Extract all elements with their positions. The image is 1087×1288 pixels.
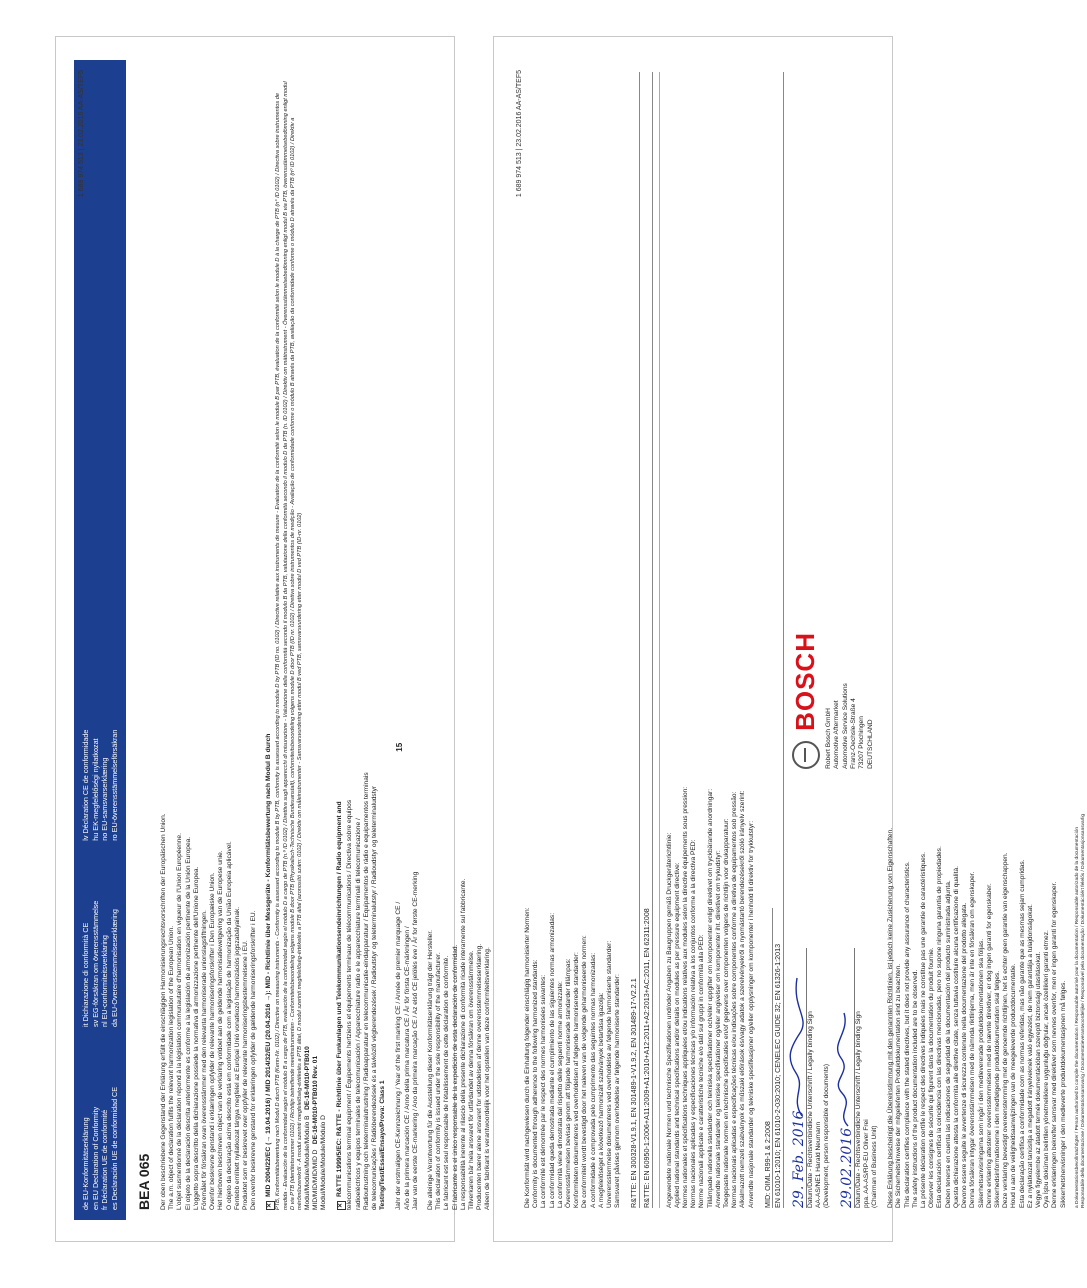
national-line: Normas nacionales aplicadas y especificaciones técnicas y/o información relativa a los conjuntos conforme a la directiva PED: [690,839,698,1208]
mid-module-label: Modul/Module/Module/Módulo D [320,1115,328,1210]
language-line: en EU Declaration of Conformity [90,1106,100,1210]
closing-line: Observer les consignes de sécurité qui figurent dans la documentation du produit fournie. [928,947,936,1208]
bosch-armature-logo-icon [792,741,820,769]
mid-module-b [304,70,312,1210]
document-reference-footer: 1 689 974 513 | 23.02.2016 AA-AS/TEF5 [78,70,85,198]
signature-caption: (Development, person responsible of documents) [823,1063,831,1208]
language-column-2 [81,901,119,1027]
responsibility-line: Producenten bærer alene ansvaret for udstedelsen af denne overensstemmelseserklæring. [476,943,484,1210]
closing-line: Sikkerhetshenvisninger i den medleverte produktdokumentasjonen må følges. [1059,980,1067,1208]
intro-line: Het hierboven beschreven object van de verklaring voldoet aan de geldende harmonisatiewetgeving van de Europese unie. [217,850,225,1210]
signature-line-2 [838,948,855,1208]
closing-line: Ez a nyilatkozat tanúsítja a megadott irányelveknek való egyezést, de nem garantálja a tulajdonságokat. [1026,904,1034,1208]
closing-line: Denne erklæringen bekrefter samsvar med direktiver som nevnes ovenfor, men er ingen garanti for egenskaper. [1051,881,1059,1208]
language-line: ro EU-överensstämmelseförsäkran [109,729,119,841]
company-block [790,632,875,769]
mid-heading-text: MID 2004/22/EC (→ 19.04.2016) / MID 2014/32/EU (20.04.2016 →): MID - Richtlinie über Messgeräte - Konformitätsbewertung nach Modul B durch [265,733,273,1197]
language-line: de EU-Konformitätserklärung [81,1117,90,1210]
closing-line: Denne erklæring attesterer overensstemmelsen med de nævnte direktiver, er dog ingen garanti for egenskaber. [985,883,993,1208]
conformity-line: Conformity is documented through adherence to the following harmonized standards: [532,959,540,1208]
bosch-brand [790,632,821,769]
language-column-3 [81,730,119,841]
address-line: Automotive Service Solutions [841,683,849,769]
closing-line: Säkerhetsanvisningarna som ingår i den medlevererade produktdokumentationen ska följas. [977,938,985,1208]
footnote-line: a Dokumentationsbevollmächtigter / Person authorised to compile the documentation / Responsable autorisé pour la documentation / Responsable autorizado de la documentación [1074,826,1080,1208]
responsibility-line: Le fabricant est seul responsable de l'établissement de cette déclaration de conformité. [443,955,451,1210]
closing-line: This declaration certifies compliance with the stated directives, but it does not provide any assurance of characteristics. [903,861,911,1208]
conformity-line: Konformiteten dokumenteres ved overholdelsen af følgende harmoniserede standarder: [573,952,581,1208]
handwritten-date-1: 29. Feb. 2016 [791,1110,808,1208]
rtte-heading-text: R&TTE 1999/5/EC: R&TTE - Richtlinie über Funkanlagen und Telekommunikationsendeinrichtungen / Radio equipment and [336,801,344,1197]
conformity-line: A conformidade é comprovada pelo cumprimento das seguintes normas harmonizadas: [589,952,597,1208]
checked-checkbox-icon: ✕ [338,1202,345,1209]
closing-line: Houd u aan de veiligheidsaanwijzingen van de meegeleverde productdocumentatie. [1010,963,1018,1208]
closing-line: Vegye figyelembe az átadott termék dokumentációban szereplő biztonsági utasításokat. [1034,951,1042,1208]
national-line: Angewendete nationale Normen und technische Spezifikationen und/oder Angaben zu Baugruppen gemäß Druckgeräterichtlinie: [665,832,673,1208]
rtte-directive-block [336,70,387,1210]
closing-line: Deze verklaring bevestigt overeenstemming met de genoemde richtlijnen, het is echter geen garantie van eigenschappen. [1002,852,1010,1208]
conformity-line: La conformidad queda demostrada mediante el cumplimiento de las siguientes normas armonizadas: [548,912,556,1208]
rtte-line: Testing/Test/Essai/Ensayo/Prova: Class 1 [379,1080,387,1210]
checked-checkbox-icon: ✕ [267,1202,274,1209]
language-line: it Dichiarazione di conformità CE [81,922,90,1027]
declaration-page-left [55,36,492,1242]
signature-caption: (Chairman of Business Unit) [871,1125,879,1208]
footnotes [1075,72,1087,1208]
conformity-line: A megfelelőséget a következő harmonizált szabványok betartása igazolja: [597,992,605,1208]
intro-line: L'objet susmentionné de la déclaration répond à la législation communautaire d'harmonisation en vigueur de l'Union Européenne. [176,833,184,1210]
intro-line: O objeto da declaração acima descrito está em conformidade com a legislação de harmonização da União Europeia aplicável. [225,841,233,1210]
company-address [825,632,875,769]
national-line: Normas nacionais aplicadas e especificações técnicas e/ou indicações sobre componentes conforme a diretiva de equipamentos sob pressão: [731,791,739,1208]
declaration-page-right [493,36,1086,1242]
additional-standard: MID: OIML R99-1 & 2:2008 [763,908,774,1208]
left-body [136,60,525,1220]
language-header-band [74,60,126,1220]
rtte-line: Radioutrustning och teleterminalutrustning / Radioapparatuur en telecommunicatie-eindapparatuur / Equipamentos de rádio e equipamentos terminais [362,772,370,1210]
address-line: Automotive Aftermarket [833,700,841,769]
closing-line: Questa dichiarazione attesta la conformità alle direttive citate, senza tuttavia costituire alcuna certificazione di qualità. [952,866,960,1208]
year-text [395,872,420,1210]
year-line: Año de la primera marcación CE / Anno della prima marcatura CE / År för första CE-märkningen / [403,926,411,1210]
signature-caption: ppa. AA-AS/RP-EU Oliver Frei [862,1119,870,1208]
intro-line: Den ovenfor beskrevne genstand for erklæringen opfylder de gældende harmoniseringsforskrifter i EU. [250,910,258,1210]
rotated-content-left [74,60,492,1220]
signature-caption: AA-AS/NE1 Harald Neumann [815,1121,823,1208]
conformity-line: De conformiteit wordt bevestigd door het naleven van de volgende geharmoniseerde normen: [581,935,589,1208]
intro-line: Föremålet för försäkran ovan överensstämmer med den relevanta harmoniserade unionslagstiftningen. [201,910,209,1210]
language-line: lv Déclaration CE de conformidade [81,729,90,841]
address-line: Franz-Oechsle-Straße 4 [849,698,857,769]
national-line: Applied national standards and technical specifications and/or details on modules as per pressure equipment directive: [673,862,681,1208]
closing-line: Esta declaración certifica la coincidencia con las directivas mencionadas, pero no supone ninguna garantía de propiedades. [936,846,944,1208]
conformity-line: La conformité est démontrée par le respect des normes harmonisées suivantes: [540,974,548,1208]
additional-standard: EN 61010-1:2010; EN 61010-2-030:2010; CENELEC GUIDE 32; EN 61326-1:2013 [773,72,784,1208]
mid-module-label: MID/MID/MID/MID D [312,1149,320,1210]
language-line: no EU-samsvarserklæring [100,757,109,841]
rtte-line: de telecomunicações / Rádióberendezések és a távközlő végberendezések / Radioutstyr og teleterminalutstyr / Radioudstyr og teleterminaludstyr [371,785,379,1210]
national-line: Anvendte nasjonale standarder og tekniske spesifikasjoner og/eller opplysninger om komponenter i henhold til direktiv for trykkutstyr: [747,820,755,1208]
language-line: hu EK-megfelelőségi nyilatkozat [90,738,100,841]
year-line: Jahr der erstmaligen CE-Kennzeichnung / Year of the first marking CE / Année de premier marquage CE / [395,901,403,1210]
footnote-line: Responsabile della documentazione / Dokumentationsansvarig / Documentatieverantwoordelijke / Responsável pela documentação / Dokumentációért felelős / Dokumentasjonsansvarlig [1080,813,1086,1208]
national-line: Norme nazionali applicate e caratteristiche tecniche e/o dati sui gruppi in conformità alla PED: [698,934,706,1208]
national-line: Alkalmazott nemzeti szabványok és műszaki előírások és/vagy adatok a szerelvényekről a nyomástartó berendezésekről szóló irányelv szerint: [739,790,747,1208]
language-line: es Declaración UE de conformidad CE [109,1086,119,1210]
mid-module-d [312,70,320,1210]
closing-statements-block [887,72,1067,1208]
responsibility-line: Die alleinige Verantwortung für die Ausstellung dieser Konformitätserklärung trägt der Hersteller. [427,929,435,1210]
intro-line: Ovenfor beskrevne genstand i erklæringen opfylder de relevante harmoniseringsforskrifter i Den Europæiske Union. [209,872,217,1210]
language-line: da EU-Overensstemmelseserklæring [109,909,119,1027]
signature-caption: Datum/Date - Rechtsverbindliche Unterschrift / Legally binding Sign [854,1011,862,1208]
rtte-line: radioeléctricos y equipos terminales de telecomunicación / Apparecchiature radio e le apparecchiature terminali di telecomunicazione / [354,818,362,1210]
responsibility-line: Alleen de fabrikant is verantwoordelijk voor het opstellen van deze conformiteitsverklaring. [484,947,492,1210]
closing-line: Denna försäkran intygar överensstämmelsen med de nämnda riktlinjerna, men är inte en försäkran om egenskaper. [969,871,977,1208]
address-line: 73207 Plochingen [858,716,866,769]
closing-line: Oya İşbu doküman belirtilen yönetmeliklere uygunluğu doğrular, ancak özellikleri garanti etmez. [1043,930,1051,1208]
conformity-line: Samsvaret påvises gjennom overholdelse av følgende harmoniserte standarder: [614,974,622,1208]
address-line: Robert Bosch GmbH [825,708,833,769]
conformity-line: Överensstämmelsen bevisas genom att följande harmoniserade standarder tillämpas: [565,958,573,1208]
closing-line: Sikkerhedsinformationerne i den medfølgende produktdokumentation skal følges. [993,970,1001,1208]
signature-block [790,948,879,1208]
intro-line: Fentebb említett nyilatkozat tárgya megfelel az Európai Unió vonatkozó harmonizációs jogszabályainak. [233,906,241,1210]
mid-directive-block [265,70,328,1210]
responsibility-line: El fabricante es el único responsable de la expedición de esta declaración de conformidad. [451,944,459,1210]
conformity-line: Die Konformität wird nachgewiesen durch die Einhaltung folgender einschlägig harmonisierter Normen: [524,907,531,1208]
responsibility-line: This declaration of conformity is issued under the sole responsibility of the manufacturer. [435,952,443,1210]
intro-line: El objeto de la declaración descrita anteriormente es conforme a la legislación de armonización pertinente de la Unión Europea. [184,836,192,1210]
mid-cert-number: DE-16-M010-PTB010 [303,1046,311,1110]
year-block [395,70,420,1210]
conformity-line: Uoverensstemmelse dokumenteres ved overholdelse av følgende harmoniserte standarder: [606,940,614,1208]
signature-and-brand-area [790,72,879,1208]
harmonized-standard: R&TTE: EN 60950-1:2006+A11:2009+A1:2010+A12:2011+A2:2013+AC:2011, EN 62311:2008 [642,72,653,1208]
closing-line: Esta declaração certifica a conformidade com as normas referidas, mas não garante que as mesmas sejam cumpridas. [1018,859,1026,1208]
rtte-directive-heading [336,70,346,1210]
document-reference-footer: 1 689 974 513 | 23.02.2016 AA-AS/TEF5 [516,70,523,198]
national-line: Tillämpade nationella standarder och tekniska specifikationer och/eller uppgifter om komponenter enligt direktivet om tryckbärande anordningar: [706,788,714,1208]
signature-scribble-2 [836,1008,854,1128]
national-line: Normes nationales et spécifications techniques appliquées et/ou indications relatives aux modules selon la directive équipements sous pression: [682,786,690,1208]
closing-line: Devono essere seguite le avvertenze di sicurezza contenute nella documentazione del prodotto allegata. [961,902,969,1208]
language-column-1 [81,1087,119,1210]
national-line: Toegepaste nationale normen en technische specificaties en/of gegevens over componenten volgens de richtlijn voor drukapparatuur: [723,818,731,1208]
rotated-content-right [512,60,1086,1220]
responsibility-line: La responsabilità inerente al rilascio della presente dichiarazione di conformità ricade interamente sul fabbricante. [459,878,467,1210]
conformity-line: La conformità viene dimostrata dal rispetto delle seguenti norme armonizzate: [556,981,564,1208]
closing-line: La présente déclaration certifie le respect des directives indiquées mais ne constitue pas une garantie de caractéristiques. [920,852,928,1208]
conformity-intro-block [524,72,622,1208]
divider [659,72,660,1208]
address-line: DEUTSCHLAND [866,719,874,769]
handwritten-date-2: 29.02.2016 [838,1127,855,1208]
intro-block [160,70,258,1210]
intro-line: The a.m. object of declaration fulfils the relevant harmonization legislation of the European Union. [168,925,176,1210]
language-line: sv EG-försäkran om överensstämmelse [90,900,100,1027]
closing-line: Die Sicherheitshinweise der mitgelieferten Produktdokumentation sind zu beachten. [895,963,903,1208]
signature-caption: Datum/Date - Rechtsverbindliche Unterschrift / Legally binding Sign [807,1011,815,1208]
signature-scribble-1 [788,968,806,1118]
mid-cert-number: DE-16-M010-PTB010 Rev. 01 [312,1055,320,1145]
closing-line: The safety instructions of the product documentation included are to be observed. [911,969,919,1208]
signature-line-1 [790,948,807,1208]
bosch-wordmark: BOSCH [790,632,821,731]
responsibility-line: Tillverkaren bär hela ansvaret för utfärdandet av denna försäkran om överensstämmelse. [468,950,476,1210]
national-standards-block [666,72,756,1208]
mid-directive-body: PTB, Konformitätsbewertung nach Modul D durch PTB (Kenn-Nr. 0102) / Directive on measuring instruments - Conformity is assessed according to module B by PTB, conformity is assessed according to module D by PTB (ID no. 0102) / Directive relative aux instruments de mesure - Evaluation de la conformité selon le module B par PTB, évaluation de la conformité selon le module D à la charge de PTB (n° ID 0102) / Directiva sobre instrumentos de medida - Evaluación de la conformidad según el módulo B a cargo de PTB, evaluación de la conformidad según el módulo D a cargo de PTB (n.º ID 0102) / Direttiva sugli apparecchi di misurazione - Valutazione della conformità secondo il modulo B da PTB, valutazione della conformità secondo il modulo D da PTB (n. ID 0102) / Direktiv om mätinstrument - Överensstämmelsebedömning enligt modul B via PTB, överensstämmelsebedömning enligt modul D via PTB (identitetsnummer 0102) / Richtlijn betreffende meetinstrumenten - Conformiteitsbeoordeling volgens module B door PTB (Physikalisch-Technische Bundesanstalt), conformiteitsbeoordeling volgens module D door PTB (ID nr. 0102) / Diretiva sobre instrumentos de medição - Avaliação de conformidade conforme o módulo B através da PTB, avaliação da conformidade conforme o módulo D através da PTB (nº ID 0102) / Direktiv a mérőműszerekről - A modul szerinti megfelelőség-értékelés a PTB által, D modul szerinti megfelelőség-értékelés a PTB által (azonosító szám: 0102) / Direktiv om måleinstrumenter - Samsvarsvurdering etter modul B ved PTB, samsvarsvurdering etter modul D ved PTB (ID-nr. 0102) [275,81,303,1210]
ce-year-value: 15 [395,742,405,752]
product-title: BEA 065 [136,1153,152,1210]
intro-line: Produktet som er beskrevet over oppfyller de relevante harmoniseringsbestemmelsene i EU. [242,940,250,1210]
mid-module-label: Modul/Module/Module/Módulo B [303,1115,311,1210]
intro-line: L'oggetto sopra descritto della dichiarazione possiede la normativa di armonizzazione pertinente dell'Unione Europea. [192,866,200,1210]
year-line: Jaar van de eerste CE-markering / Ano da primeira marcação CE / Az első CE jelölés éve / År for første CE-merking [411,871,419,1210]
language-line: fr Déclaration UE de conformité [100,1109,109,1210]
language-line: nl EU-conformiteitsverklaring [100,935,109,1027]
closing-line: Diese Erklärung bescheinigt die Übereinstimmung mit den genannten Richtlinien, ist jedoch keine Zusicherung von Eigenschaften. [887,827,895,1208]
mid-directive-heading [265,70,275,1210]
national-line: Anvendte nationale standarder og tekniske specifikationer og/eller angivelser om komponenter iht. direktivet om trykudstyr: [714,850,722,1208]
rtte-line: telecommunications terminal equipment / Équipements hertziens et équipements terminaux de télécommunications / Directiva sobre equipos [346,799,354,1210]
closing-line: Deben tenerse en cuenta las indicaciones de seguridad de la documentación del producto suministrada adjunta. [944,880,952,1208]
intro-line: Der oben beschriebene Gegenstand der Erklärung erfüllt die einschlägigen Harmonisierungsrechtsvorschriften der Europäischen Union. [160,813,167,1210]
harmonized-standard: R&TTE: EN 300328-V1.9.1, EN 301489-1-V1.9.2, EN 301489-17-V2.2.1 [629,72,640,1208]
